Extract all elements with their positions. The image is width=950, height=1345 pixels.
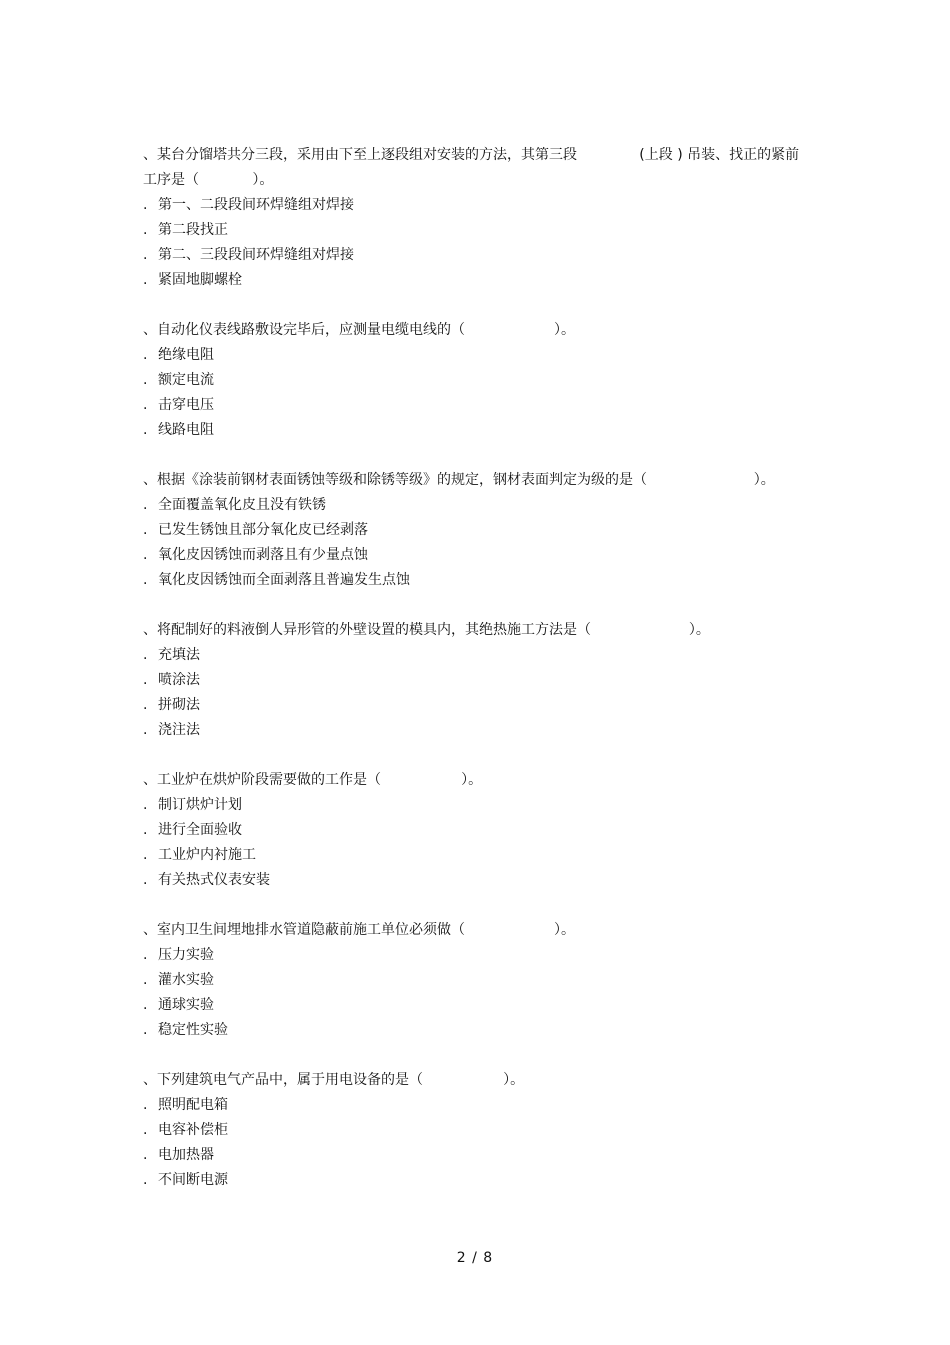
option-text: 线路电阻 bbox=[158, 422, 214, 438]
option-text: 氧化皮因锈蚀而全面剥落且普遍发生点蚀 bbox=[158, 572, 410, 588]
option-marker: . bbox=[143, 847, 148, 863]
question-1 bbox=[143, 143, 803, 293]
option-marker: . bbox=[143, 1122, 148, 1138]
option-text: 第二段找正 bbox=[158, 222, 228, 238]
question-stem: 、将配制好的料液倒人异形管的外壁设置的模具内，其绝热施工方法是（ ）。 bbox=[143, 622, 710, 638]
option-b bbox=[143, 518, 803, 543]
option-text: 电加热器 bbox=[158, 1147, 214, 1163]
option-text: 绝缘电阻 bbox=[158, 347, 214, 363]
option-marker: . bbox=[143, 222, 148, 238]
option-marker: . bbox=[143, 247, 148, 263]
question-list bbox=[143, 143, 803, 1218]
option-marker: . bbox=[143, 647, 148, 663]
option-text: 工业炉内衬施工 bbox=[158, 847, 256, 863]
question-4 bbox=[143, 618, 803, 743]
option-marker: . bbox=[143, 722, 148, 738]
option-c bbox=[143, 993, 803, 1018]
option-marker: . bbox=[143, 272, 148, 288]
option-text: 充填法 bbox=[158, 647, 200, 663]
option-marker: . bbox=[143, 797, 148, 813]
option-marker: . bbox=[143, 947, 148, 963]
option-marker: . bbox=[143, 997, 148, 1013]
option-c bbox=[143, 393, 803, 418]
option-b bbox=[143, 368, 803, 393]
option-b bbox=[143, 968, 803, 993]
option-marker: . bbox=[143, 197, 148, 213]
option-text: 额定电流 bbox=[158, 372, 214, 388]
option-b bbox=[143, 668, 803, 693]
option-marker: . bbox=[143, 397, 148, 413]
option-a bbox=[143, 493, 803, 518]
option-text: 喷涂法 bbox=[158, 672, 200, 688]
option-d bbox=[143, 868, 803, 893]
option-marker: . bbox=[143, 1022, 148, 1038]
option-text: 击穿电压 bbox=[158, 397, 214, 413]
option-text: 制订烘炉计划 bbox=[158, 797, 242, 813]
question-stem: 、下列建筑电气产品中，属于用电设备的是（ ）。 bbox=[143, 1072, 525, 1088]
option-text: 已发生锈蚀且部分氧化皮已经剥落 bbox=[158, 522, 368, 538]
option-marker: . bbox=[143, 822, 148, 838]
question-stem: 、自动化仪表线路敷设完毕后，应测量电缆电线的（ ）。 bbox=[143, 322, 576, 338]
question-stem: 、根据《涂装前钢材表面锈蚀等级和除锈等级》的规定，钢材表面判定为级的是（ ）。 bbox=[143, 472, 775, 488]
option-b bbox=[143, 218, 803, 243]
option-c bbox=[143, 843, 803, 868]
option-marker: . bbox=[143, 347, 148, 363]
option-text: 照明配电箱 bbox=[158, 1097, 228, 1113]
option-marker: . bbox=[143, 872, 148, 888]
option-marker: . bbox=[143, 1147, 148, 1163]
option-a bbox=[143, 793, 803, 818]
option-b bbox=[143, 1118, 803, 1143]
option-text: 浇注法 bbox=[158, 722, 200, 738]
question-7 bbox=[143, 1068, 803, 1193]
option-c bbox=[143, 243, 803, 268]
option-d bbox=[143, 1168, 803, 1193]
question-6 bbox=[143, 918, 803, 1043]
option-marker: . bbox=[143, 422, 148, 438]
option-b bbox=[143, 818, 803, 843]
question-stem: 、室内卫生间埋地排水管道隐蔽前施工单位必须做（ ）。 bbox=[143, 922, 576, 938]
option-c bbox=[143, 693, 803, 718]
option-text: 进行全面验收 bbox=[158, 822, 242, 838]
option-d bbox=[143, 268, 803, 293]
option-marker: . bbox=[143, 372, 148, 388]
option-d bbox=[143, 718, 803, 743]
option-text: 紧固地脚螺栓 bbox=[158, 272, 242, 288]
option-text: 第二、三段段间环焊缝组对焊接 bbox=[158, 247, 354, 263]
question-stem: 、工业炉在烘炉阶段需要做的工作是（ ）。 bbox=[143, 772, 483, 788]
option-text: 压力实验 bbox=[158, 947, 214, 963]
option-marker: . bbox=[143, 497, 148, 513]
option-a bbox=[143, 343, 803, 368]
option-text: 稳定性实验 bbox=[158, 1022, 228, 1038]
option-a bbox=[143, 193, 803, 218]
option-marker: . bbox=[143, 572, 148, 588]
option-text: 氧化皮因锈蚀而剥落且有少量点蚀 bbox=[158, 547, 368, 563]
option-a bbox=[143, 943, 803, 968]
option-marker: . bbox=[143, 972, 148, 988]
option-text: 有关热式仪表安装 bbox=[158, 872, 270, 888]
option-text: 电容补偿柜 bbox=[158, 1122, 228, 1138]
option-marker: . bbox=[143, 672, 148, 688]
option-marker: . bbox=[143, 522, 148, 538]
option-marker: . bbox=[143, 697, 148, 713]
option-marker: . bbox=[143, 1172, 148, 1188]
question-3 bbox=[143, 468, 803, 593]
option-marker: . bbox=[143, 1097, 148, 1113]
option-text: 灌水实验 bbox=[158, 972, 214, 988]
option-text: 全面覆盖氧化皮且没有铁锈 bbox=[158, 497, 326, 513]
option-text: 通球实验 bbox=[158, 997, 214, 1013]
option-d bbox=[143, 418, 803, 443]
option-a bbox=[143, 1093, 803, 1118]
option-marker: . bbox=[143, 547, 148, 563]
option-d bbox=[143, 568, 803, 593]
question-stem: 、某台分馏塔共分三段，采用由下至上逐段组对安装的方法，其第三段 (上段 ) 吊装、找正的紧前工序是（ ）。 bbox=[143, 147, 800, 188]
option-d bbox=[143, 1018, 803, 1043]
question-2 bbox=[143, 318, 803, 443]
page-number: 2 / 8 bbox=[456, 1250, 494, 1266]
question-5 bbox=[143, 768, 803, 893]
option-c bbox=[143, 543, 803, 568]
option-text: 不间断电源 bbox=[158, 1172, 228, 1188]
option-c bbox=[143, 1143, 803, 1168]
option-a bbox=[143, 643, 803, 668]
option-text: 第一、二段段间环焊缝组对焊接 bbox=[158, 197, 354, 213]
option-text: 拼砌法 bbox=[158, 697, 200, 713]
